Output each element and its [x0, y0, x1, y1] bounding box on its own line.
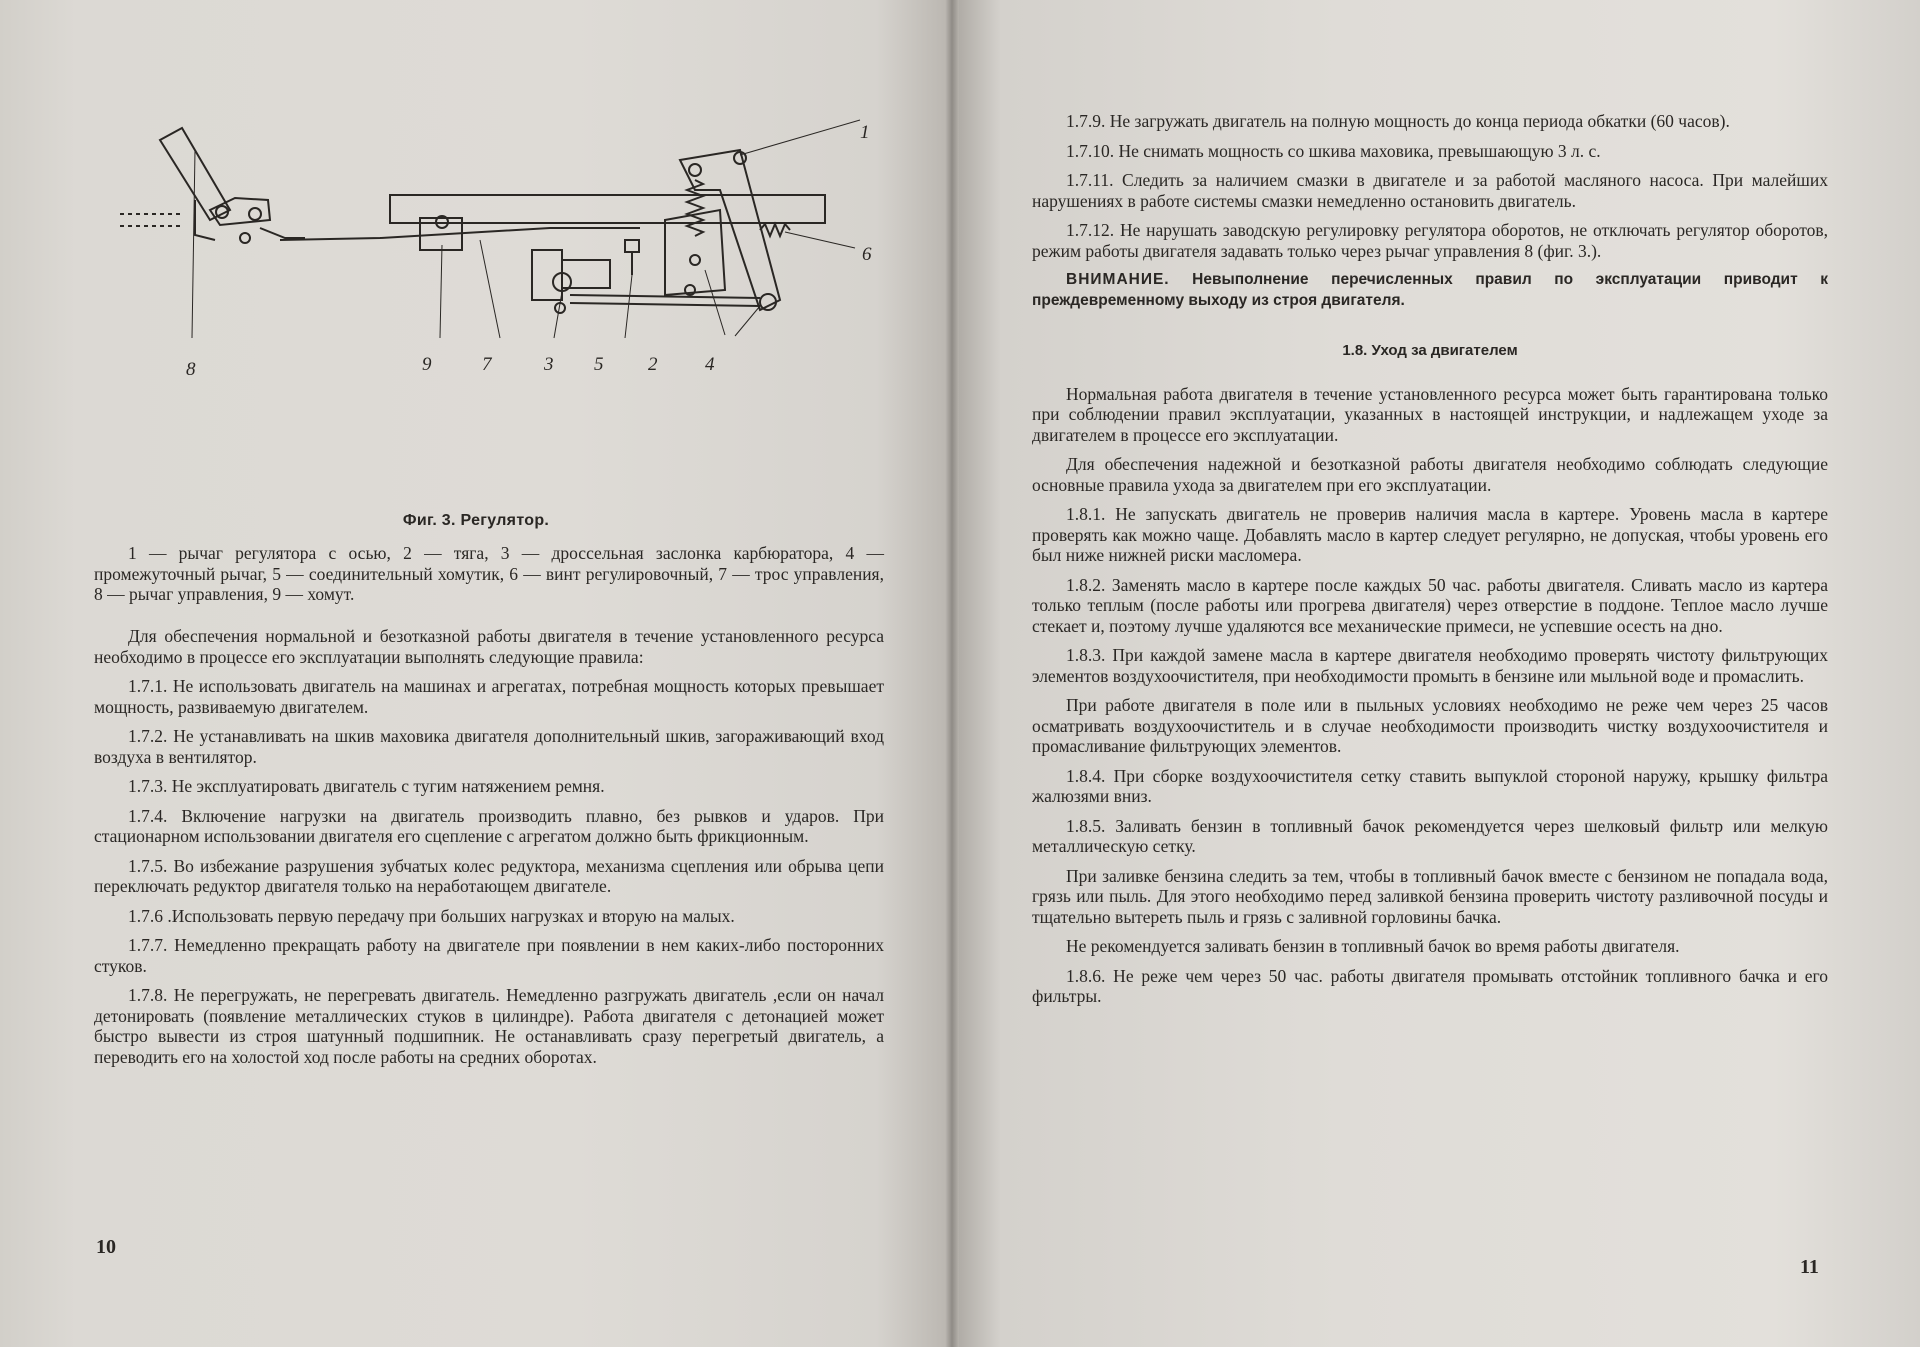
care-paragraph-fueling: При заливке бензина следить за тем, чтобы в топливный бачок вместе с бензином не попадала вода, грязь или пыль. Для этого необходимо перед заливкой бензина проверить чистоту разливочной посуды и тщательно вытереть пыль и грязь с заливной горловины бачка. [1032, 865, 1828, 927]
figure-label-3: 3 [544, 354, 554, 375]
figure-caption: 1 — рычаг регулятора с осью, 2 — тяга, 3 — дроссельная заслонка карбюратора, 4 — промежуточный рычаг, 5 — соединительный хомутик, 6 — винт регулировочный, 7 — трос управления, 8 — рычаг управления, 9 — хомут. [94, 543, 884, 604]
page-number-left: 10 [96, 1236, 116, 1258]
rule-1-7-8: 1.7.8. Не перегружать, не перегревать двигатель. Немедленно разгружать двигатель ,если он начал детонировать (появление металлических стуков в цилиндре). Работа двигателя с детонацией может быстро вывести из строя шатунный подшипник. Не останавливать сразу перегретый двигатель, а переводить его на холостой ход после работы на средних оборотах. [94, 985, 884, 1067]
care-paragraph-no-refuel: Не рекомендуется заливать бензин в топливный бачок во время работы двигателя. [1066, 936, 1680, 956]
rule-1-7-5: 1.7.5. Во избежание разрушения зубчатых колес редуктора, механизма сцепления или обрыва цепи переключать редуктор двигателя только на неработающем двигателе. [94, 855, 884, 896]
warning-paragraph [1032, 270, 1828, 311]
right-body [1032, 111, 1828, 1016]
rule-1-7-4: 1.7.4. Включение нагрузки на двигатель производить плавно, без рывков и ударов. При стационарном использовании двигателя его сцепление с агрегатом должно быть фрикционным. [94, 805, 884, 846]
figure-label-2: 2 [648, 354, 658, 375]
rule-1-7-10: 1.7.10. Не снимать мощность со шкива маховика, превышающую 3 л. с. [1066, 140, 1601, 161]
figure-label-5: 5 [594, 354, 604, 375]
regulator-diagram [120, 110, 880, 400]
figure-label-8: 8 [186, 359, 196, 380]
figure-label-9: 9 [422, 354, 432, 375]
regulator-figure [120, 110, 880, 400]
rule-1-7-9: 1.7.9. Не загружать двигатель на полную мощность до конца периода обкатки (60 часов). [1066, 111, 1730, 131]
figure-label-1: 1 [860, 122, 870, 143]
rule-1-7-6: 1.7.6 .Использовать первую передачу при больших нагрузках и вторую на малых. [128, 905, 735, 926]
rule-1-8-1: 1.8.1. Не запускать двигатель не проверив наличия масла в картере. Уровень масла в картере проверять как можно чаще. Добавлять масло в картер следует регулярно, не допуская, чтобы уровень его был ниже нижней риски масломера. [1032, 504, 1828, 565]
care-paragraph-1: Нормальная работа двигателя в течение установленного ресурса может быть гарантирована только при соблюдении правил эксплуатации, указанных в настоящей инструкции, и надлежащем уходе за двигателем в процессе его эксплуатации. [1032, 383, 1828, 445]
figure-label-7: 7 [482, 354, 492, 375]
rule-1-8-5: 1.8.5. Заливать бензин в топливный бачок рекомендуется через шелковый фильтр или мелкую металлическую сетку. [1032, 815, 1828, 856]
rule-1-8-6: 1.8.6. Не реже чем через 50 час. работы двигателя промывать отстойник топливного бачка и его фильтры. [1032, 965, 1828, 1006]
rule-1-7-1: 1.7.1. Не использовать двигатель на машинах и агрегатах, потребная мощность которых превышает мощность, развиваемую двигателем. [94, 676, 884, 717]
warning-text: Невыполнение перечисленных правил по эксплуатации приводит к преждевременному выходу из строя двигателя. [1032, 271, 1828, 309]
rule-1-7-7: 1.7.7. Немедленно прекращать работу на двигателе при появлении в нем каких-либо посторонних стуков. [94, 935, 884, 976]
care-paragraph-2: Для обеспечения надежной и безотказной работы двигателя необходимо соблюдать следующие основные правила ухода за двигателем при его эксплуатации. [1032, 454, 1828, 495]
book-gutter [945, 0, 959, 1347]
care-paragraph-dusty: При работе двигателя в поле или в пыльных условиях необходимо не реже чем через 25 часов осматривать воздухоочиститель и в случае необходимости производить чистку воздухоочистителя и промасливание фильтрующих элементов. [1032, 695, 1828, 756]
right-page [952, 0, 1920, 1347]
warning-word: ВНИМАНИЕ. [1066, 271, 1170, 288]
intro-paragraph: Для обеспечения нормальной и безотказной работы двигателя в течение установленного ресурса необходимо в процессе его эксплуатации выполнять следующие правила: [94, 626, 884, 667]
figure-caption-block [94, 543, 884, 614]
rule-1-7-2: 1.7.2. Не устанавливать на шкив маховика двигателя дополнительный шкив, загораживающий вход воздуха в вентилятор. [94, 726, 884, 767]
left-body [94, 626, 884, 1076]
rule-1-7-11: 1.7.11. Следить за наличием смазки в двигателе и за работой масляного насоса. При малейших нарушениях в работе системы смазки немедленно остановить двигатель. [1032, 170, 1828, 211]
rule-1-8-3: 1.8.3. При каждой замене масла в картере двигателя необходимо проверять чистоту фильтрующих элементов воздухоочистителя, при необходимости промыть в бензине или мыльной воде и промаслить. [1032, 645, 1828, 686]
rule-1-8-4: 1.8.4. При сборке воздухоочистителя сетку ставить выпуклой стороной наружу, крышку фильтра жалюзями вниз. [1032, 765, 1828, 806]
rule-1-8-2: 1.8.2. Заменять масло в картере после каждых 50 час. работы двигателя. Сливать масло из картера только теплым (после работы или прогрева двигателя) через отверстие в поддоне. Теплое масло лучше стекает и, поэтому лучше удаляются все механические примеси, не успевшие осесть на дно. [1032, 574, 1828, 636]
figure-label-4: 4 [705, 354, 715, 375]
left-page [0, 0, 952, 1347]
rule-1-7-12: 1.7.12. Не нарушать заводскую регулировку регулятора оборотов, не отключать регулятор оборотов, режим работы двигателя задавать только через рычаг управления 8 (фиг. 3.). [1032, 220, 1828, 261]
rule-1-7-3: 1.7.3. Не эксплуатировать двигатель с тугим натяжением ремня. [128, 776, 605, 796]
page-number-right: 11 [1800, 1256, 1819, 1278]
section-title: 1.8. Уход за двигателем [1342, 342, 1518, 359]
figure-label-6: 6 [862, 244, 872, 265]
figure-title: Фиг. 3. Регулятор. [402, 512, 550, 529]
